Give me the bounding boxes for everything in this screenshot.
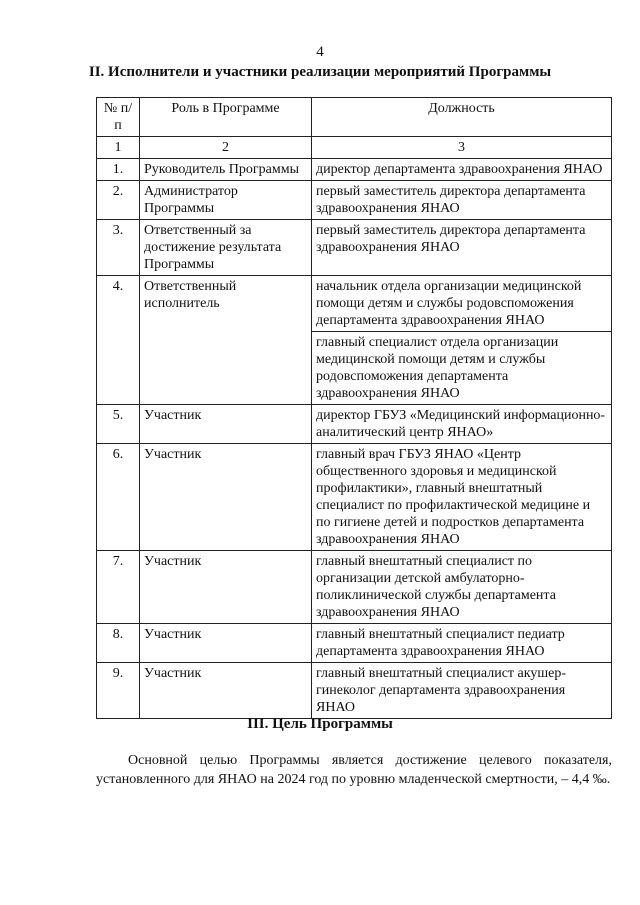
row-position: [312, 276, 612, 405]
row-number: 9.: [97, 663, 140, 719]
col-number-3: 3: [312, 137, 612, 159]
row-position: директор ГБУЗ «Медицинский информационно-аналитический центр ЯНАО»: [312, 405, 612, 444]
row-role: Администратор Программы: [140, 181, 312, 220]
row-role: Ответственный за достижение результата Программы: [140, 220, 312, 276]
row-position: главный внештатный специалист акушер-гинеколог департамента здравоохранения ЯНАО: [312, 663, 612, 719]
table-body: [97, 159, 612, 719]
section-3-title: III. Цель Программы: [247, 716, 393, 732]
row-role: Участник: [140, 405, 312, 444]
position-entry: начальник отдела организации медицинской помощи детям и службы родовспоможения департамента здравоохранения ЯНАО: [316, 279, 582, 328]
column-number-row: [97, 137, 612, 159]
row-number: 7.: [97, 551, 140, 624]
col-number-2: 2: [140, 137, 312, 159]
row-position: первый заместитель директора департамента здравоохранения ЯНАО: [312, 181, 612, 220]
table-row: [97, 181, 612, 220]
row-number: 4.: [97, 276, 140, 405]
table-row: [97, 624, 612, 663]
row-position: главный внештатный специалист педиатр департамента здравоохранения ЯНАО: [312, 624, 612, 663]
row-position: первый заместитель директора департамента здравоохранения ЯНАО: [312, 220, 612, 276]
table-row: [97, 663, 612, 719]
row-number: 1.: [97, 159, 140, 181]
table-row: [97, 220, 612, 276]
table-row: [97, 551, 612, 624]
row-number: 6.: [97, 444, 140, 551]
header-num: № п/п: [97, 98, 140, 137]
row-role: Участник: [140, 624, 312, 663]
goal-paragraph: Основной целью Программы является достижение целевого показателя, установленного для ЯНАО на 2024 год по уровню младенческой смертности, – 4,4 ‰.: [96, 753, 612, 787]
row-role: Ответственный исполнитель: [140, 276, 312, 405]
table-row: [97, 159, 612, 181]
table-header-row: [97, 98, 612, 137]
row-role: Участник: [140, 551, 312, 624]
row-position: главный внештатный специалист по организации детской амбулаторно-поликлинической службы департамента здравоохранения ЯНАО: [312, 551, 612, 624]
table-row: [97, 276, 612, 405]
table-row: [97, 405, 612, 444]
row-number: 3.: [97, 220, 140, 276]
section-2-title: II. Исполнители и участники реализации мероприятий Программы: [88, 64, 552, 80]
row-role: Участник: [140, 444, 312, 551]
row-position: главный врач ГБУЗ ЯНАО «Центр общественного здоровья и медицинской профилактики», главный внештатный специалист по профилактической медицине и по гигиене детей и подростков департамента здравоохранения ЯНАО: [312, 444, 612, 551]
participants-table: [96, 97, 612, 719]
row-position: директор департамента здравоохранения ЯНАО: [312, 159, 612, 181]
row-number: 8.: [97, 624, 140, 663]
row-role: Руководитель Программы: [140, 159, 312, 181]
row-number: 5.: [97, 405, 140, 444]
col-number-1: 1: [97, 137, 140, 159]
row-number: 2.: [97, 181, 140, 220]
row-role: Участник: [140, 663, 312, 719]
page-number: 4: [316, 44, 324, 60]
table-row: [97, 444, 612, 551]
position-entry: главный специалист отдела организации медицинской помощи детям и службы родовспоможения департамента здравоохранения ЯНАО: [312, 331, 611, 404]
header-role: Роль в Программе: [140, 98, 312, 137]
header-position: Должность: [312, 98, 612, 137]
